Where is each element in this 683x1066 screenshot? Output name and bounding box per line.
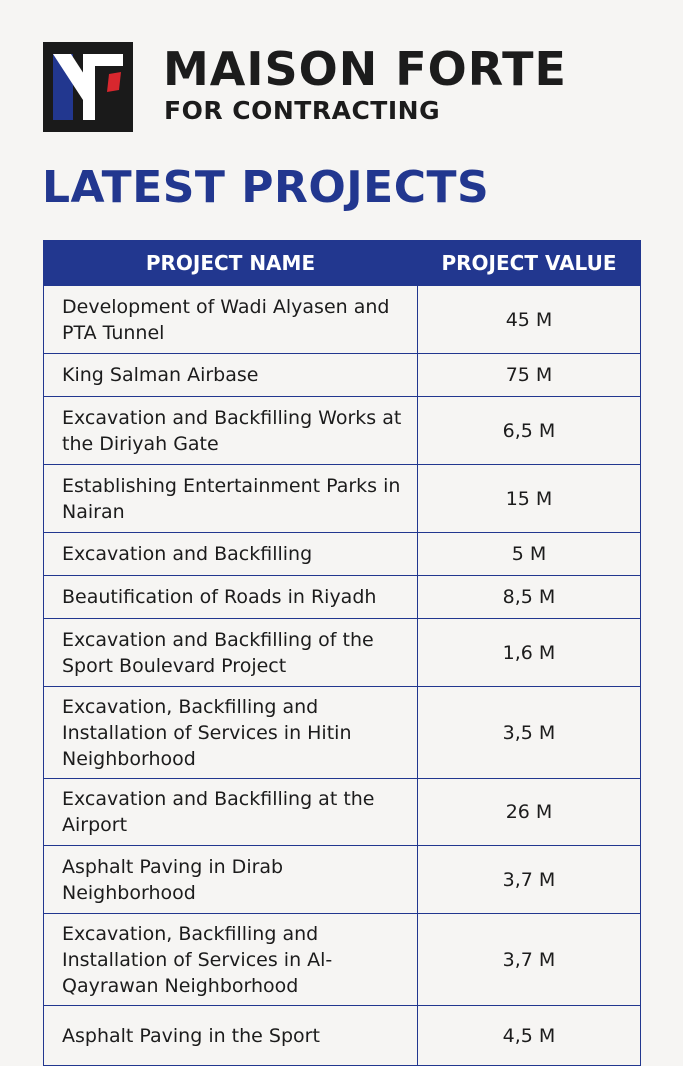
header-project-value: PROJECT VALUE [418, 241, 641, 286]
company-header [43, 42, 643, 132]
table-row [44, 914, 641, 1006]
table-row [44, 1006, 641, 1066]
project-name-cell: Excavation and Backfilling [44, 533, 418, 576]
project-value-cell: 8,5 M [418, 576, 641, 619]
project-value-cell: 3,5 M [418, 687, 641, 779]
projects-table [43, 240, 641, 1066]
table-row [44, 846, 641, 914]
company-subtitle: FOR CONTRACTING [164, 96, 441, 125]
project-name-cell: Excavation and Backfilling Works at the Diriyah Gate [44, 397, 418, 465]
project-name-cell: Asphalt Paving in Dirab Neighborhood [44, 846, 418, 914]
table-row [44, 576, 641, 619]
table-row [44, 354, 641, 397]
project-value-cell: 75 M [418, 354, 641, 397]
header-project-name: PROJECT NAME [44, 241, 418, 286]
company-logo [43, 42, 133, 132]
project-value-cell: 15 M [418, 465, 641, 533]
company-name: MAISON FORTE [163, 42, 567, 96]
project-name-cell: Asphalt Paving in the Sport [44, 1006, 418, 1066]
project-name-cell: Development of Wadi Alyasen and PTA Tunnel [44, 286, 418, 354]
section-title: LATEST PROJECTS [42, 162, 490, 213]
project-value-cell: 1,6 M [418, 619, 641, 687]
logo-mark-icon [43, 42, 133, 132]
project-name-cell: Establishing Entertainment Parks in Nairan [44, 465, 418, 533]
project-value-cell: 3,7 M [418, 914, 641, 1006]
project-value-cell: 3,7 M [418, 846, 641, 914]
project-value-cell: 4,5 M [418, 1006, 641, 1066]
project-value-cell: 6,5 M [418, 397, 641, 465]
table-row [44, 533, 641, 576]
project-name-cell: Excavation, Backfilling and Installation of Services in Hitin Neighborhood [44, 687, 418, 779]
project-name-cell: King Salman Airbase [44, 354, 418, 397]
project-value-cell: 45 M [418, 286, 641, 354]
table-row [44, 619, 641, 687]
table-row [44, 286, 641, 354]
project-value-cell: 5 M [418, 533, 641, 576]
project-name-cell: Beautification of Roads in Riyadh [44, 576, 418, 619]
table-row [44, 465, 641, 533]
project-name-cell: Excavation, Backfilling and Installation of Services in Al-Qayrawan Neighborhood [44, 914, 418, 1006]
table-row [44, 687, 641, 779]
table-row [44, 779, 641, 846]
table-row [44, 397, 641, 465]
project-name-cell: Excavation and Backfilling of the Sport Boulevard Project [44, 619, 418, 687]
table-header-row [44, 241, 641, 286]
project-name-cell: Excavation and Backfilling at the Airport [44, 779, 418, 846]
project-value-cell: 26 M [418, 779, 641, 846]
